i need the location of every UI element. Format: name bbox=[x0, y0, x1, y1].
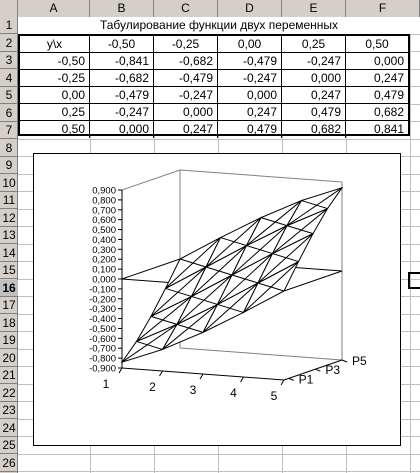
value-cell[interactable]: 0,000 bbox=[282, 70, 346, 87]
value-cell[interactable]: -0,247 bbox=[154, 87, 218, 104]
row-header-22[interactable]: 22 bbox=[0, 385, 18, 402]
value-cell[interactable]: 0,682 bbox=[346, 104, 408, 121]
value-cell[interactable]: -0,479 bbox=[90, 87, 154, 104]
value-cell[interactable]: 0,247 bbox=[346, 70, 408, 87]
select-all-corner[interactable] bbox=[0, 0, 18, 17]
selected-cell-indicator[interactable] bbox=[408, 272, 420, 289]
row-header-12[interactable]: 12 bbox=[0, 210, 18, 227]
table-title[interactable]: Табулирование функции двух переменных bbox=[18, 17, 420, 34]
value-cell[interactable]: 0,000 bbox=[154, 104, 218, 121]
row-header-13[interactable]: 13 bbox=[0, 227, 18, 244]
surface-chart[interactable] bbox=[33, 153, 401, 446]
header-cell[interactable]: -0,50 bbox=[90, 36, 154, 53]
value-cell[interactable]: 0,000 bbox=[218, 87, 282, 104]
value-cell[interactable]: -0,247 bbox=[282, 53, 346, 70]
floor-back-edge bbox=[180, 348, 342, 360]
z-axis-tick-label: 0,900 bbox=[92, 185, 116, 197]
row-header-15[interactable]: 15 bbox=[0, 262, 18, 279]
header-cell[interactable]: 0,50 bbox=[346, 36, 408, 53]
value-cell[interactable]: -0,479 bbox=[218, 53, 282, 70]
z-axis-tick-label: 0,600 bbox=[92, 215, 116, 227]
column-header-bar bbox=[0, 0, 420, 18]
column-header-f[interactable]: F bbox=[346, 0, 420, 17]
column-header-e[interactable]: E bbox=[282, 0, 346, 17]
value-cell[interactable]: 0,000 bbox=[346, 53, 408, 70]
value-cell[interactable]: 0,682 bbox=[282, 121, 346, 138]
x-axis-tick-label: 2 bbox=[149, 380, 156, 394]
header-cell[interactable]: -0,25 bbox=[154, 36, 218, 53]
value-cell[interactable]: -0,247 bbox=[218, 70, 282, 87]
z-axis-tick-label: -0,900 bbox=[89, 363, 116, 375]
row-header-7[interactable]: 7 bbox=[0, 122, 18, 139]
x-axis-tick-label: 3 bbox=[189, 383, 197, 397]
row-header-4[interactable]: 4 bbox=[0, 70, 18, 87]
z-axis-tick-label: -0,100 bbox=[89, 284, 116, 296]
z-axis-tick-label: 0,700 bbox=[92, 205, 116, 217]
value-cell[interactable]: 0,841 bbox=[373, 122, 404, 136]
back-wall-top-edge bbox=[122, 170, 342, 190]
depth-axis-tick bbox=[342, 360, 347, 362]
y-value-cell[interactable]: -0,50 bbox=[20, 53, 90, 70]
row-header-11[interactable]: 11 bbox=[0, 192, 18, 209]
data-table bbox=[18, 34, 410, 136]
row-header-9[interactable]: 9 bbox=[0, 157, 18, 174]
row-header-8[interactable]: 8 bbox=[0, 140, 18, 157]
value-cell[interactable]: 0,479 bbox=[218, 121, 282, 138]
gridline bbox=[18, 454, 420, 455]
header-cell[interactable]: y\x bbox=[20, 36, 90, 53]
y-value-cell[interactable]: 0,25 bbox=[20, 104, 90, 121]
row-header-5[interactable]: 5 bbox=[0, 87, 18, 104]
x-axis-tick bbox=[200, 374, 203, 379]
gridline bbox=[18, 471, 420, 472]
x-axis-tick-label: 5 bbox=[270, 389, 278, 403]
row-header-20[interactable]: 20 bbox=[0, 350, 18, 367]
z-axis-tick-label: 0,800 bbox=[92, 195, 116, 207]
z-axis-tick-label: 0,200 bbox=[92, 254, 116, 266]
value-cell[interactable]: 0,247 bbox=[154, 121, 218, 138]
z-axis-tick-label: 0,100 bbox=[92, 264, 116, 276]
z-axis-tick-label: 0,000 bbox=[92, 274, 116, 286]
column-header-a[interactable]: A bbox=[18, 0, 90, 17]
row-header-18[interactable]: 18 bbox=[0, 315, 18, 332]
row-header-16[interactable]: 16 bbox=[0, 280, 18, 297]
depth-axis-tick-label: P5 bbox=[352, 354, 367, 368]
x-axis-tick-label: 4 bbox=[230, 386, 237, 400]
row-header-6[interactable]: 6 bbox=[0, 105, 18, 122]
row-header-14[interactable]: 14 bbox=[0, 245, 18, 262]
value-cell[interactable]: 0,479 bbox=[282, 104, 346, 121]
row-header-19[interactable]: 19 bbox=[0, 332, 18, 349]
y-value-cell[interactable]: 0,00 bbox=[20, 87, 90, 104]
x-axis-tick bbox=[241, 377, 244, 382]
x-axis-tick bbox=[160, 371, 163, 376]
value-cell[interactable]: -0,479 bbox=[154, 70, 218, 87]
header-cell[interactable]: 0,00 bbox=[218, 36, 282, 53]
row-header-10[interactable]: 10 bbox=[0, 175, 18, 192]
z-axis-tick-label: -0,800 bbox=[89, 353, 116, 365]
z-axis-tick-label: -0,300 bbox=[89, 304, 116, 316]
value-cell[interactable]: 0,247 bbox=[218, 104, 282, 121]
z-axis-tick-label: -0,400 bbox=[89, 314, 116, 326]
gridline bbox=[18, 139, 420, 140]
row-header-25[interactable]: 25 bbox=[0, 437, 18, 454]
value-cell[interactable]: -0,841 bbox=[90, 53, 154, 70]
value-cell[interactable]: 0,247 bbox=[282, 87, 346, 104]
row-header-23[interactable]: 23 bbox=[0, 402, 18, 419]
row-header-3[interactable]: 3 bbox=[0, 52, 18, 69]
z-axis-tick-label: 0,500 bbox=[92, 225, 116, 237]
column-header-d[interactable]: D bbox=[218, 0, 282, 17]
z-axis-tick-label: 0,300 bbox=[92, 244, 116, 256]
row-header-bar bbox=[0, 17, 18, 473]
row-header-17[interactable]: 17 bbox=[0, 297, 18, 314]
value-cell[interactable]: 0,479 bbox=[346, 87, 408, 104]
depth-axis-tick-label: P1 bbox=[298, 372, 314, 387]
z-axis-tick-label: -0,500 bbox=[89, 323, 116, 335]
value-cell[interactable]: -0,682 bbox=[90, 70, 154, 87]
depth-axis-tick bbox=[315, 369, 320, 371]
row-header-2[interactable]: 2 bbox=[0, 35, 18, 52]
y-value-cell[interactable]: -0,25 bbox=[20, 70, 90, 87]
value-cell[interactable]: -0,247 bbox=[90, 104, 154, 121]
y-value-cell[interactable]: 0,50 bbox=[20, 121, 90, 138]
x-axis-tick bbox=[119, 368, 122, 373]
x-axis-tick bbox=[281, 380, 284, 385]
z-axis-tick-label: -0,200 bbox=[89, 294, 116, 306]
column-header-c[interactable]: C bbox=[154, 0, 218, 17]
z-axis-tick-label: -0,700 bbox=[89, 343, 116, 355]
depth-axis-tick-label: P3 bbox=[325, 363, 341, 378]
row-header-21[interactable]: 21 bbox=[0, 367, 18, 384]
row-header-24[interactable]: 24 bbox=[0, 420, 18, 437]
row-header-26[interactable]: 26 bbox=[0, 455, 18, 472]
header-cell[interactable]: 0,25 bbox=[282, 36, 346, 53]
column-header-b[interactable]: B bbox=[90, 0, 154, 17]
depth-axis-tick bbox=[289, 378, 294, 380]
z-axis-tick-label: -0,600 bbox=[89, 333, 116, 345]
x-axis-tick-label: 1 bbox=[102, 377, 110, 391]
value-cell[interactable]: -0,682 bbox=[154, 53, 218, 70]
z-axis-tick-label: 0,400 bbox=[92, 234, 116, 246]
value-cell[interactable]: 0,000 bbox=[90, 121, 154, 138]
surface-chart-canvas bbox=[34, 154, 400, 445]
row-header-1[interactable]: 1 bbox=[0, 17, 18, 34]
